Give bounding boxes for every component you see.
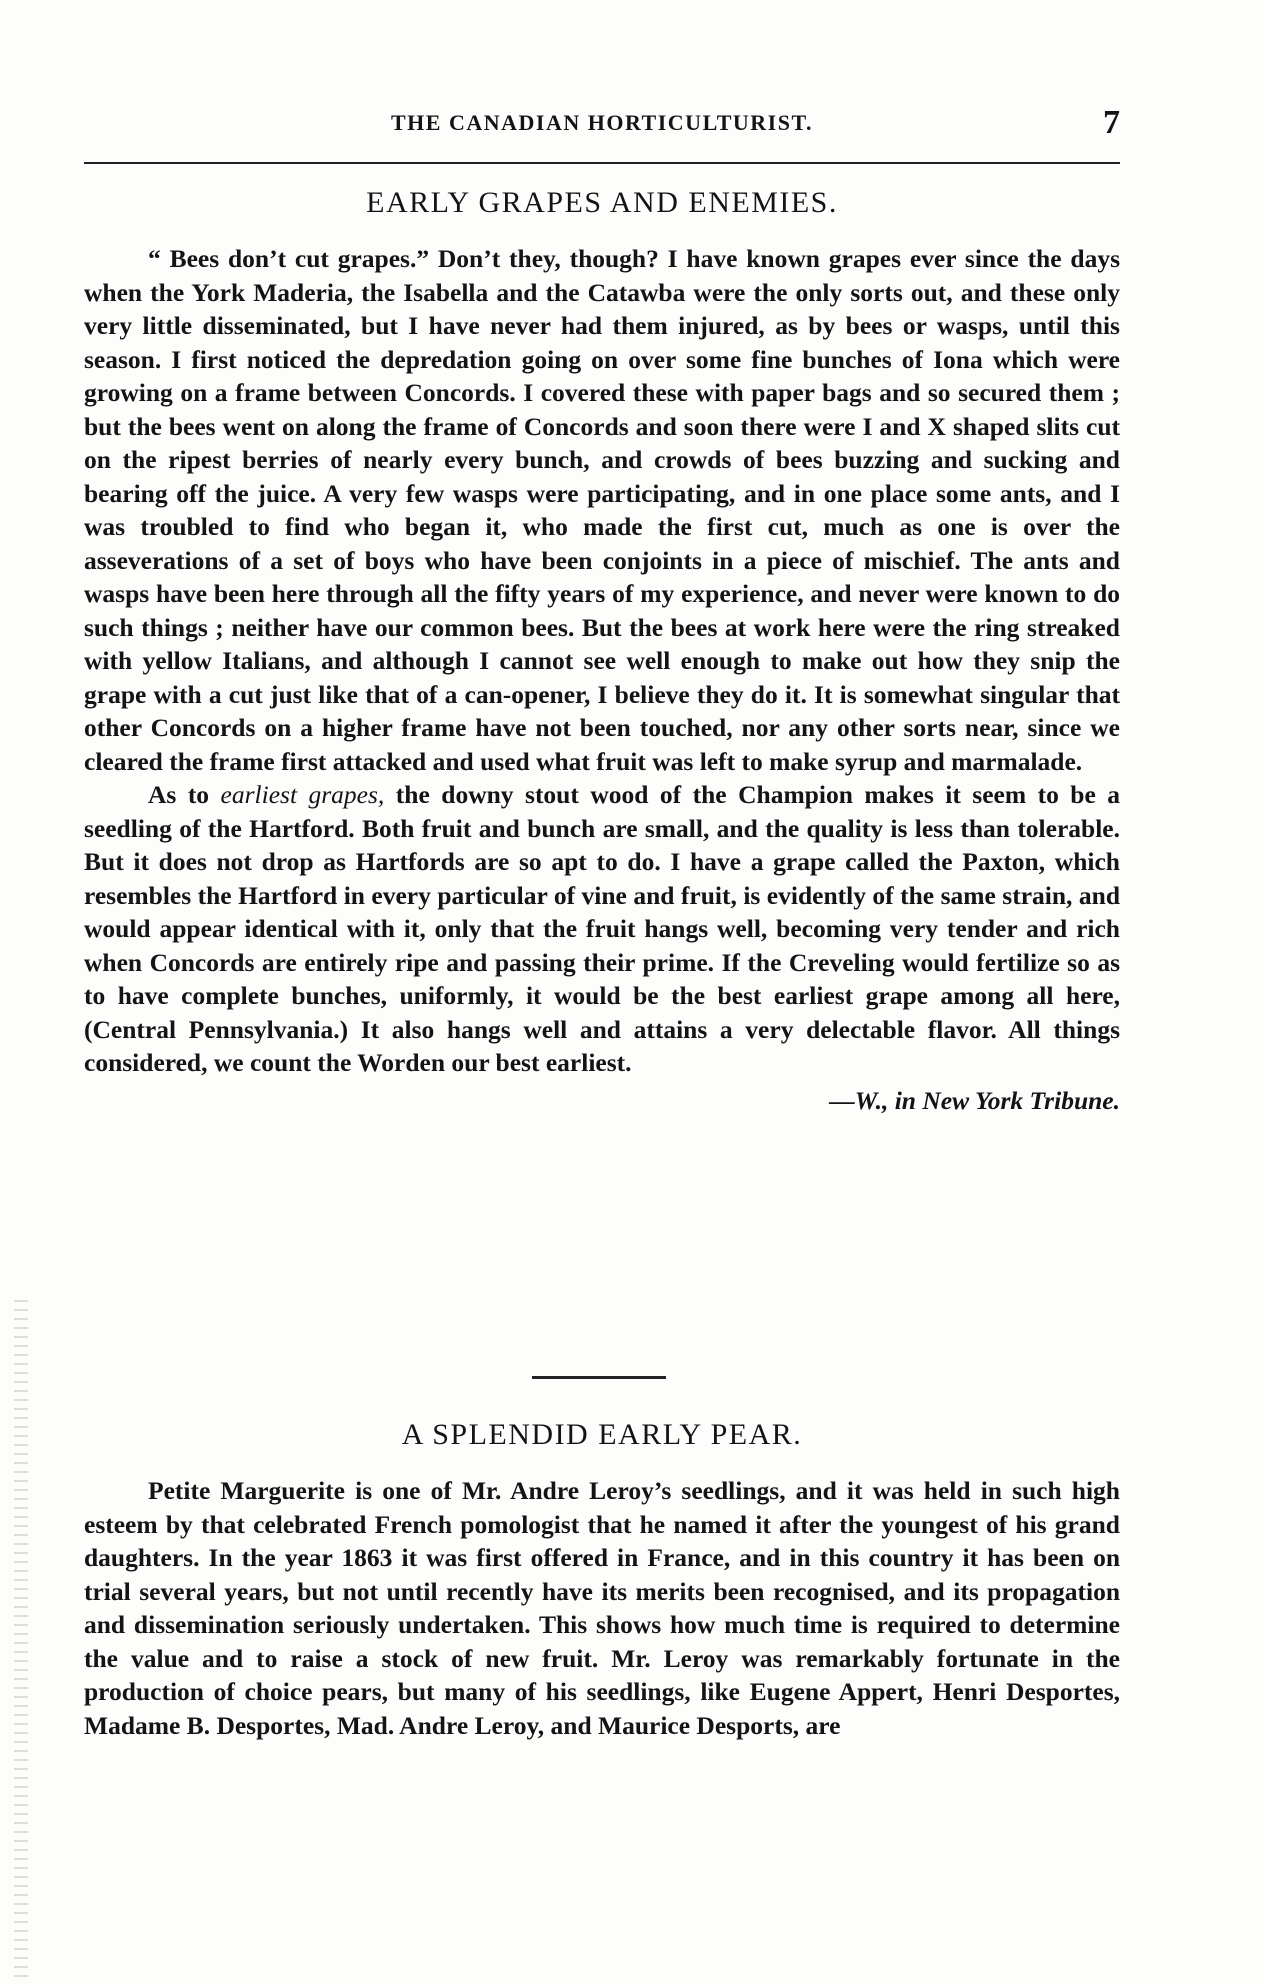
paragraph-text: As to	[148, 780, 210, 809]
article-title: EARLY GRAPES AND ENEMIES.	[366, 186, 838, 219]
header-rule	[84, 162, 1120, 164]
attribution: —W., in New York Tribune.	[829, 1085, 1120, 1115]
article-title: A SPLENDID EARLY PEAR.	[401, 1418, 803, 1451]
article-paragraph: Petite Marguerite is one of Mr. Andre Leroy’s seedlings, and it was held in such high esteem by that celebrated French pomologist that he named it after the youngest of his grand daughters. In the year 1863 it was first offered in France, and in this country it has been on trial several years, but not until recently have its merits been recognised, and its propagation and dissemination seriously undertaken. This shows how much time is required to determine the value and to raise a stock of new fruit. Mr. Leroy was remarkably fortunate in the production of choice pears, but many of his seedlings, like Eugene Appert, Henri Desportes, Madame B. Desportes, Mad. Andre Leroy, and Maurice Desports, are	[84, 1476, 1120, 1740]
article-paragraph	[84, 778, 1120, 1080]
section-divider	[532, 1376, 666, 1379]
scan-edge-noise	[14, 1300, 28, 1984]
article-paragraph: “ Bees don’t cut grapes.” Don’t they, though? I have known grapes ever since the days when the York Maderia, the Isabella and the Catawba were the only sorts out, and these only very little disseminated, but I have never had them injured, as by bees or wasps, until this season. I first noticed the depredation going on over some fine bunches of Iona which were growing on a frame between Concords. I covered these with paper bags and so secured them ; but the bees went on along the frame of Concords and soon there were I and X shaped slits cut on the ripest berries of nearly every bunch, and crowds of bees buzzing and sucking and bearing off the juice. A very few wasps were participating, and in one place some ants, and I was troubled to find who began it, who made the first cut, much as one is over the asseverations of a set of boys who have been conjoints in a piece of mischief. The ants and wasps have been here through all the fifty years of my experience, and never were known to do such things ; neither have our common bees. But the bees at work here were the ring streaked with yellow Italians, and although I cannot see well enough to make out how they snip the grape with a cut just like that of a can-opener, I believe they do it. It is somewhat singular that other Concords on a higher frame have not been touched, nor any other sorts near, since we cleared the frame first attacked and used what fruit was left to make syrup and marmalade.	[84, 244, 1120, 776]
paragraph-text: the downy stout wood of the Champion makes it seem to be a seedling of the Hartford. Both fruit and bunch are small, and the quality is less than tolerable. But it does not drop as Hartfords are so apt to do. I have a grape called the Paxton, which resembles the Hartford in every particular of vine and fruit, is evidently of the same strain, and would appear identical with it, only that the fruit hangs well, becoming very tender and rich when Concords are entirely ripe and passing their prime. If the Creveling would fertilize so as to have complete bunches, uniformly, it would be the best earliest grape among all here, (Central Pennsylvania.) It also hangs well and attains a very delectable flavor. All things considered, we count the Worden our best earliest.	[84, 780, 1121, 1077]
running-head	[84, 104, 1120, 144]
article-splendid-pear	[84, 1418, 1120, 1742]
running-title: THE CANADIAN HORTICULTURIST.	[390, 110, 814, 135]
emphasis-text: earliest grapes,	[220, 780, 385, 809]
article-early-grapes	[84, 186, 1120, 1117]
page-number: 7	[1103, 104, 1120, 141]
